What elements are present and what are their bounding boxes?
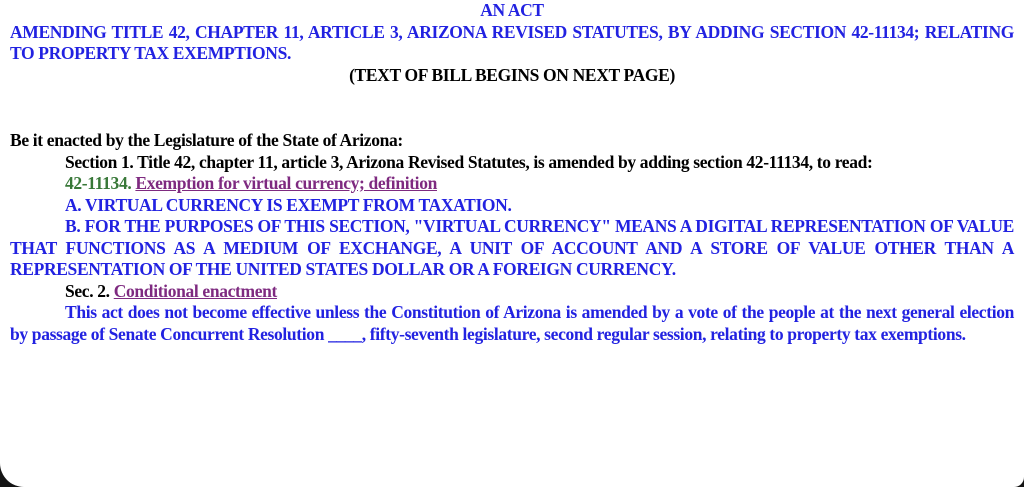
- section-2-heading: Conditional enactment: [113, 280, 278, 301]
- section-1-intro: Section 1. Title 42, chapter 11, article 3, Arizona Revised Statutes, is amended by adding section 42-11134, to read:: [65, 151, 873, 172]
- section-2-label: Sec. 2.: [65, 280, 110, 301]
- page-corner-bottom-right: [1014, 477, 1024, 487]
- subsection-a: A. VIRTUAL CURRENCY IS EXEMPT FROM TAXATION.: [65, 194, 512, 215]
- bill-preamble: AMENDING TITLE 42, CHAPTER 11, ARTICLE 3, ARIZONA REVISED STATUTES, BY ADDING SECTION 42-11134; RELATING TO PROPERTY TAX EXEMPTIONS.: [10, 21, 1014, 63]
- section-2-heading-line: [10, 281, 1014, 303]
- enacting-clause: Be it enacted by the Legislature of the State of Arizona:: [10, 130, 403, 150]
- page-corner-bottom-left: [0, 461, 26, 487]
- statute-heading-line: [10, 173, 1014, 195]
- bill-body: [10, 130, 1014, 345]
- text-of-bill-notice: (TEXT OF BILL BEGINS ON NEXT PAGE): [349, 64, 675, 85]
- statute-heading: Exemption for virtual currency; definition: [135, 173, 437, 193]
- statute-number: 42-11134.: [65, 173, 132, 193]
- subsection-b: B. FOR THE PURPOSES OF THIS SECTION, "VIRTUAL CURRENCY" MEANS A DIGITAL REPRESENTATION OF VALUE THAT FUNCTIONS AS A MEDIUM OF EXCHANGE, A UNIT OF ACCOUNT AND A STORE OF VALUE OTHER THAN A REPRESENTATION OF THE UNITED STATES DOLLAR OR A FOREIGN CURRENCY.: [10, 216, 1014, 279]
- section-2-body: This act does not become effective unless the Constitution of Arizona is amended by a vote of the people at the next general election by passage of Senate Concurrent Resolution ____, fifty-seventh legislature, second regular session, relating to property tax exemptions.: [10, 302, 1014, 344]
- an-act-title: AN ACT: [480, 0, 544, 20]
